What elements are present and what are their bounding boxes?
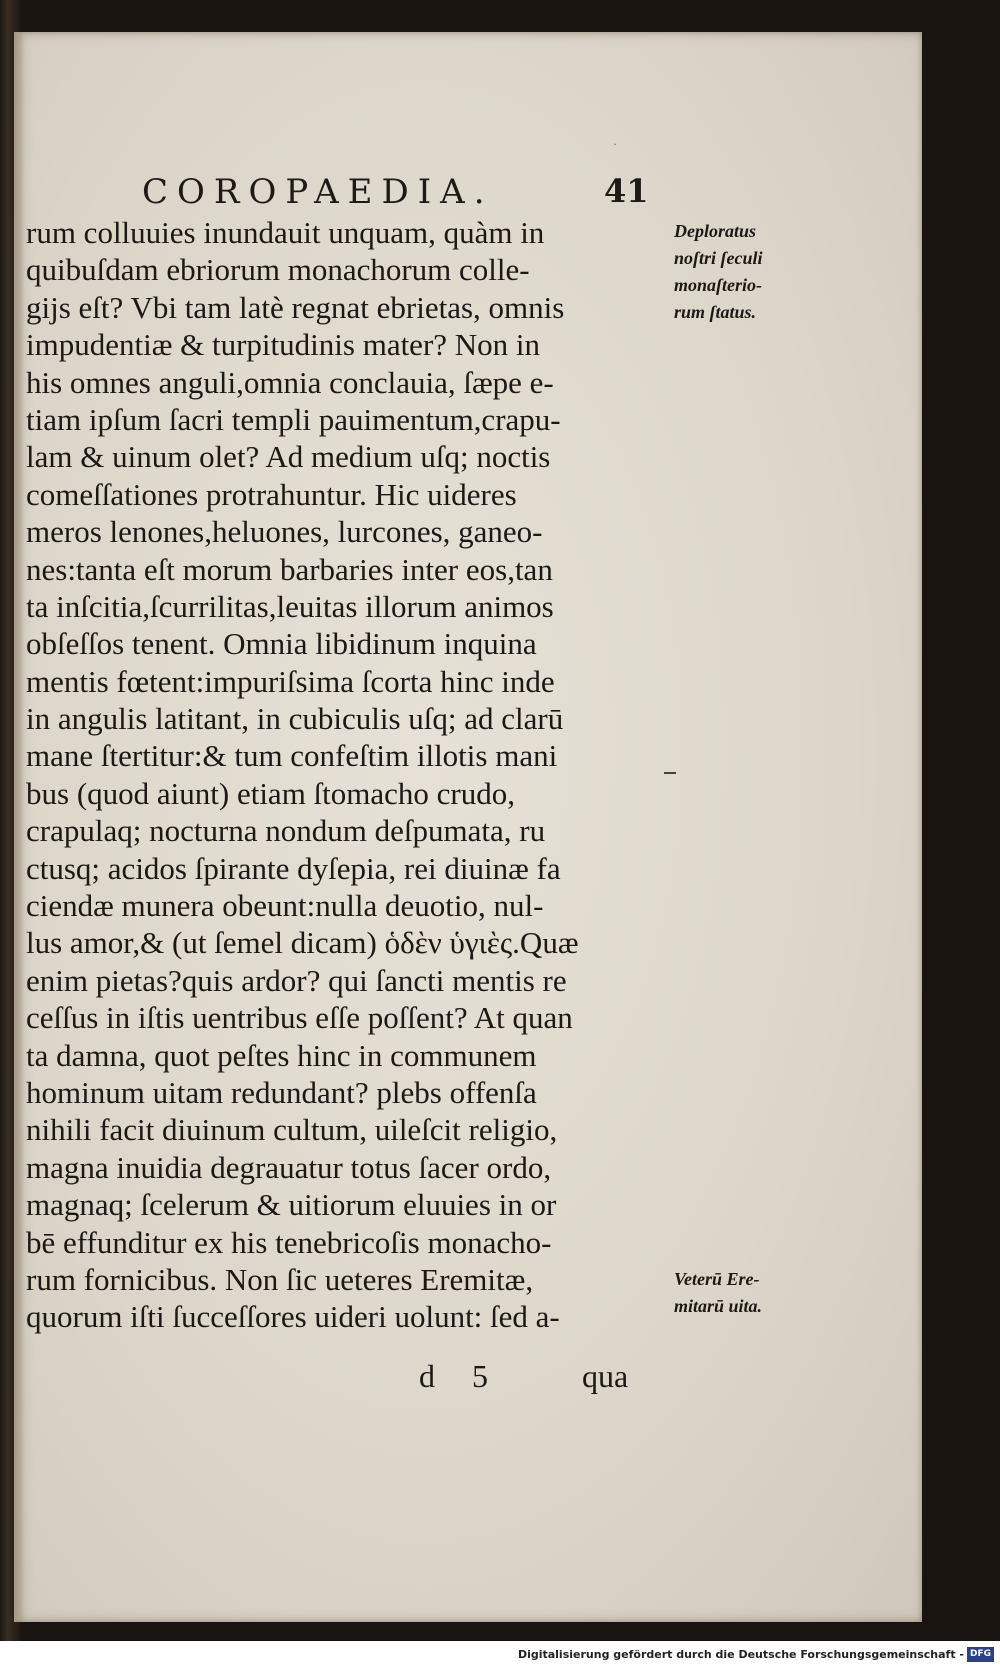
text-line: nes:tanta eſt morum barbaries inter eos,tan — [26, 551, 553, 587]
marginal-note-line: mitarū uita. — [674, 1296, 763, 1316]
text-line: rum fornicibus. Non ſic ueteres Eremitæ, — [26, 1261, 534, 1297]
marginal-note-veterum — [674, 1266, 824, 1320]
text-line: his omnes anguli,omnia conclauia, ſæpe e- — [26, 364, 554, 400]
marginal-note-line: monaſterio- — [674, 275, 762, 295]
text-line: quibuſdam ebriorum monachorum colle- — [26, 252, 530, 288]
book-page — [14, 32, 922, 1622]
running-title: COROPAEDIA. — [142, 172, 494, 212]
signature-line — [14, 1358, 922, 1398]
text-line: enim pietas?quis ardor? qui ſancti mentis re — [26, 962, 567, 998]
main-text-block — [26, 214, 763, 1336]
text-line: bus (quod aiunt) etiam ſtomacho crudo, — [26, 775, 515, 811]
marginal-note-deploratus — [674, 218, 824, 326]
text-line: comeſſationes protrahuntur. Hic uideres — [26, 476, 517, 512]
text-line: mentis fœtent:impuriſsima ſcorta hinc inde — [26, 663, 555, 699]
marginal-note-line: Veterū Ere- — [674, 1269, 760, 1289]
marginal-note-line: rum ſtatus. — [674, 302, 757, 322]
text-line: ctusq; acidos ſpirante dyſepia, rei diuinæ fa — [26, 850, 561, 886]
signature-mark: d — [419, 1358, 435, 1394]
text-line: magna inuidia degrauatur totus ſacer ordo, — [26, 1149, 552, 1185]
text-line: quorum iſti ſucceſſores uideri uolunt: ſed a- — [26, 1299, 560, 1335]
marginal-note-line: Deploratus — [674, 221, 757, 241]
text-line: magnaq; ſcelerum & uitiorum eluuies in or — [26, 1187, 557, 1223]
text-line: ciendæ munera obeunt:nulla deuotio, nul- — [26, 888, 544, 924]
digitization-footer — [0, 1641, 1000, 1669]
text-line: lam & uinum olet? Ad medium uſq; noctis — [26, 439, 551, 475]
text-line: ta inſcitia,ſcurrilitas,leuitas illorum animos — [26, 588, 554, 624]
text-line: tiam ipſum ſacri templi pauimentum,crapu- — [26, 401, 561, 437]
funding-credit: Digitalisierung gefördert durch die Deutsche Forschungsgemeinschaft - — [517, 1648, 964, 1661]
text-line: crapulaq; nocturna nondum deſpumata, ru — [26, 813, 546, 849]
text-line: ceſſus in iſtis uentribus eſſe poſſent? At quan — [26, 1000, 573, 1036]
margin-ink-dash — [664, 772, 676, 774]
text-line: mane ſtertitur:& tum confeſtim illotis mani — [26, 738, 558, 774]
signature-number: 5 — [472, 1358, 488, 1394]
text-line: rum colluuies inundauit unquam, quàm in — [26, 215, 545, 250]
paper-speck-mark: ˙ — [612, 142, 618, 156]
text-line: lus amor,& (ut ſemel dicam) ὁδὲν ὑγιὲς.Quæ — [26, 925, 579, 961]
marginal-note-line: noſtri ſeculi — [674, 248, 763, 268]
text-line: obſeſſos tenent. Omnia libidinum inquina — [26, 626, 537, 662]
text-line: hominum uitam redundant? plebs offenſa — [26, 1074, 537, 1110]
text-line: nihili facit diuinum cultum, uileſcit religio, — [26, 1112, 558, 1148]
catchword: qua — [582, 1358, 629, 1394]
text-line: impudentiæ & turpitudinis mater? Non in — [26, 327, 541, 363]
text-line: gijs eſt? Vbi tam latè regnat ebrietas, omnis — [26, 289, 565, 325]
folio-number: 41 — [604, 172, 649, 210]
text-line: ta damna, quot peſtes hinc in communem — [26, 1037, 537, 1073]
text-line: meros lenones,heluones, lurcones, ganeo- — [26, 514, 543, 550]
text-line: bē effunditur ex his tenebricoſis monacho- — [26, 1224, 552, 1260]
dfg-logo: DFG — [967, 1647, 994, 1662]
text-line: in angulis latitant, in cubiculis uſq; ad clarū — [26, 701, 564, 737]
